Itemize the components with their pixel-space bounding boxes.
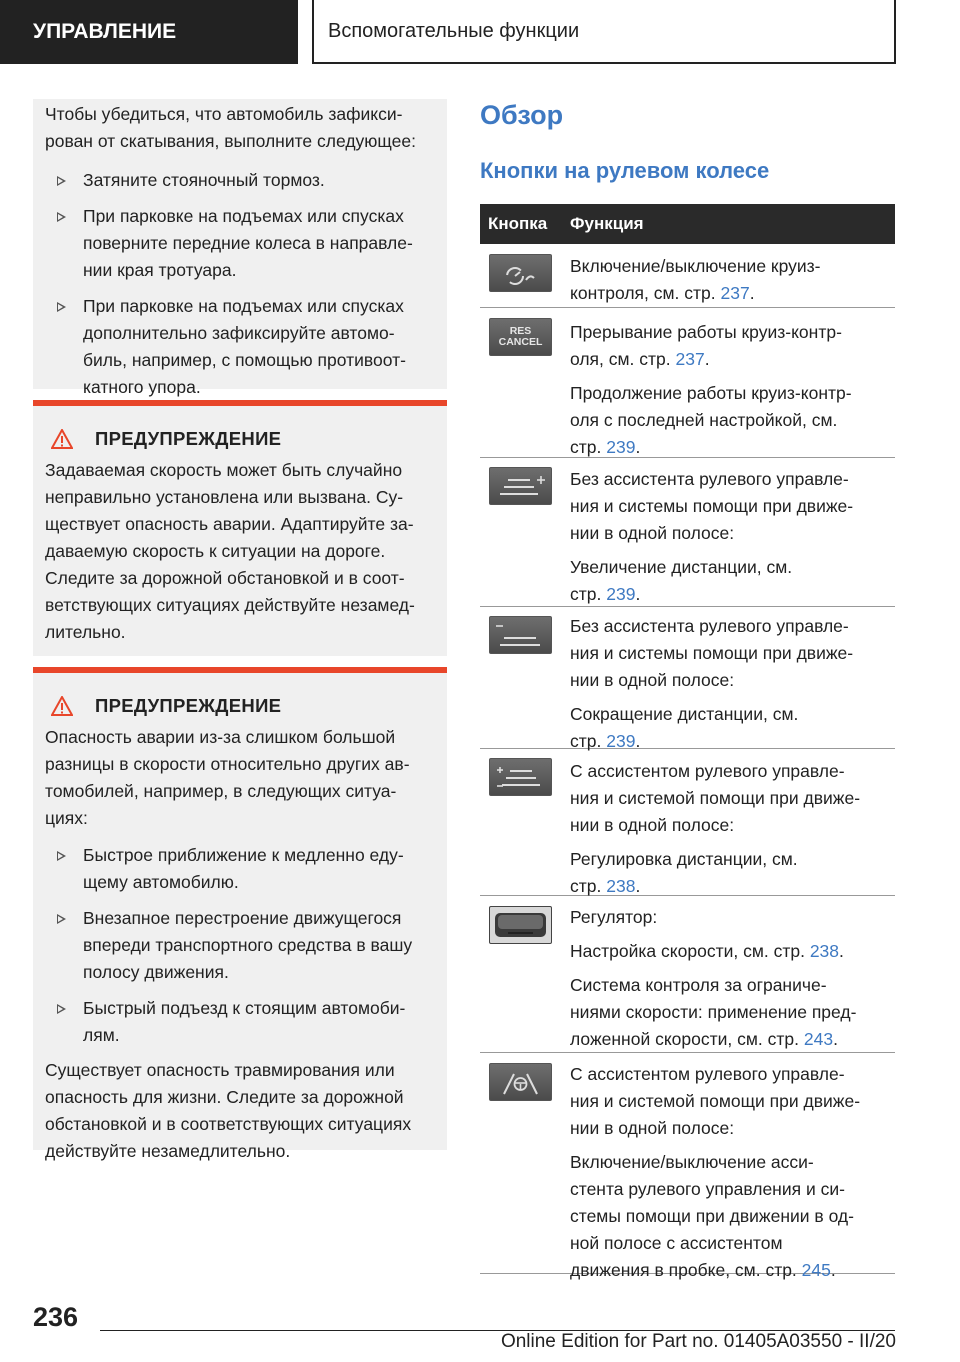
bullet-item	[45, 293, 435, 401]
warning-title: ПРЕДУПРЕЖДЕНИЕ	[95, 695, 282, 716]
table-row	[480, 244, 895, 308]
desc-line: нии в одной полосе:	[570, 670, 735, 690]
res-label: RES	[509, 325, 532, 337]
warning-line: томобилей, например, в следующих ситуа-	[45, 781, 397, 801]
steering-assist-icon	[489, 1063, 552, 1101]
page-link[interactable]: 237	[720, 283, 750, 303]
page-link[interactable]: 238	[809, 941, 840, 961]
desc-line: стр.	[570, 731, 607, 751]
desc-line: стр.	[570, 437, 607, 457]
warning-line: ществует опасность аварии. Адаптируйте за-	[45, 514, 414, 534]
section-title-overview: Обзор	[480, 100, 564, 130]
warning-line: неправильно установлена или вызвана. Су-	[45, 487, 404, 507]
warning-line: Задаваемая скорость может быть случайно	[45, 460, 403, 480]
bullet-line: Внезапное перестроение движущегося	[83, 908, 402, 928]
desc-line: стр.	[570, 876, 607, 896]
row-description	[570, 319, 890, 461]
parking-info-box	[33, 99, 447, 397]
desc-tail: .	[635, 437, 641, 457]
bullet-line: Быстрое приближение к медленно еду-	[83, 845, 404, 865]
desc-line: Регулятор:	[570, 907, 658, 927]
subsection-title: Кнопки на рулевом колесе	[480, 158, 770, 183]
desc-line: ниями скорости: применение пред-	[570, 1002, 857, 1022]
warning-line: опасность для жизни. Следите за дорожной	[45, 1087, 404, 1107]
distance-increase-icon	[489, 467, 552, 505]
warning-heading	[45, 428, 435, 450]
bullet-line: Затяните стояночный тормоз.	[83, 170, 325, 190]
bullet-triangle-icon	[57, 176, 66, 186]
desc-line: Включение/выключение круиз-	[570, 256, 821, 276]
desc-line: ния и системы помощи при движе-	[570, 643, 854, 663]
page-link[interactable]: 239	[606, 437, 636, 457]
bullet-line: полосу движения.	[83, 962, 229, 982]
page-link[interactable]: 237	[675, 349, 705, 369]
desc-line: движения в пробке, см. стр.	[570, 1260, 802, 1280]
row-description	[570, 904, 890, 1053]
warning-triangle-icon	[51, 696, 73, 716]
row-description	[570, 253, 890, 307]
table-row	[480, 748, 895, 896]
bullet-line: При парковке на подъемах или спусках	[83, 296, 404, 316]
warning-heading	[45, 695, 435, 717]
row-description	[570, 758, 890, 900]
bullet-item	[45, 167, 435, 194]
warning-line: действуйте незамедлительно.	[45, 1141, 291, 1161]
section-title: УПРАВЛЕНИЕ	[33, 20, 177, 43]
page-number: 236	[33, 1302, 79, 1332]
bullet-line: При парковке на подъемах или спусках	[83, 206, 404, 226]
bullet-item	[45, 905, 435, 986]
col-header-function: Функция	[570, 214, 644, 233]
desc-line: С ассистентом рулевого управле-	[570, 761, 845, 781]
desc-tail: .	[704, 349, 710, 369]
warning-line: обстановкой и в соответствующих ситуациях	[45, 1114, 412, 1134]
desc-line: Продолжение работы круиз-контр-	[570, 383, 852, 403]
page-link[interactable]: 238	[606, 876, 636, 896]
desc-line: ной полосе с ассистентом	[570, 1233, 783, 1253]
table-row	[480, 606, 895, 749]
page-link[interactable]: 239	[606, 584, 636, 604]
intro-line: рован от скатывания, выполните следующее:	[45, 131, 416, 151]
desc-line: Прерывание работы круиз-контр-	[570, 322, 842, 342]
desc-line: Без ассистента рулевого управле-	[570, 469, 849, 489]
desc-line: стр.	[570, 584, 607, 604]
bullet-line: поверните передние колеса в направле-	[83, 233, 413, 253]
desc-line: Сокращение дистанции, см.	[570, 704, 799, 724]
bullet-line: нии края тротуара.	[83, 260, 237, 280]
bullet-line: щему автомобилю.	[83, 872, 239, 892]
desc-tail: .	[749, 283, 755, 303]
bullet-line: дополнительно зафиксируйте автомо-	[83, 323, 395, 343]
warning-line: разницы в скорости относительно других ав-	[45, 754, 410, 774]
row-description	[570, 613, 890, 755]
desc-line: Настройка скорости, см. стр.	[570, 941, 810, 961]
bullet-triangle-icon	[57, 1004, 66, 1014]
cancel-label: CANCEL	[498, 336, 543, 348]
row-description	[570, 466, 890, 608]
distance-adjust-icon	[489, 758, 552, 796]
desc-line: нии в одной полосе:	[570, 1118, 735, 1138]
page-link[interactable]: 243	[803, 1029, 834, 1049]
table-row	[480, 457, 895, 607]
rocker-switch-icon	[489, 906, 552, 944]
table-row	[480, 1052, 895, 1280]
desc-line: ния и системой помощи при движе-	[570, 788, 861, 808]
bullet-triangle-icon	[57, 914, 66, 924]
desc-line: нии в одной полосе:	[570, 523, 735, 543]
desc-line: Включение/выключение асси-	[570, 1152, 814, 1172]
desc-line: Увеличение дистанции, см.	[570, 557, 793, 577]
bullet-line: Быстрый подъезд к стоящим автомоби-	[83, 998, 406, 1018]
intro-line: Чтобы убедиться, что автомобиль зафикси-	[45, 104, 403, 124]
footer-edition: Online Edition for Part no. 01405A03550 - II/20	[500, 1331, 896, 1352]
bullet-triangle-icon	[57, 851, 66, 861]
desc-line: оля, см. стр.	[570, 349, 676, 369]
col-header-button: Кнопка	[488, 214, 548, 233]
desc-line: стента рулевого управления и си-	[570, 1179, 845, 1199]
desc-line: Система контроля за ограниче-	[570, 975, 827, 995]
bullet-triangle-icon	[57, 302, 66, 312]
warning-box-1	[33, 400, 447, 656]
table-row	[480, 895, 895, 1053]
bullet-line: катного упора.	[83, 377, 201, 397]
bullet-item	[45, 842, 435, 896]
page-link[interactable]: 245	[801, 1260, 831, 1280]
desc-tail: .	[839, 941, 844, 961]
desc-line: Регулировка дистанции, см.	[570, 849, 798, 869]
chapter-title: Вспомогательные функции	[328, 19, 580, 42]
desc-line: стемы помощи при движении в од-	[570, 1206, 854, 1226]
desc-line: ния и системой помощи при движе-	[570, 1091, 861, 1111]
bullet-item	[45, 203, 435, 284]
desc-tail: .	[833, 1029, 838, 1049]
warning-triangle-icon	[51, 429, 73, 449]
desc-tail: .	[635, 876, 641, 896]
warning-title: ПРЕДУПРЕЖДЕНИЕ	[95, 428, 282, 449]
page-link[interactable]: 239	[606, 731, 636, 751]
desc-line: контроля, см. стр.	[570, 283, 721, 303]
warning-line: Существует опасность травмирования или	[45, 1060, 395, 1080]
bullet-item	[45, 995, 435, 1049]
section-tab	[0, 0, 298, 64]
table-header	[480, 204, 895, 244]
warning-box-2	[33, 667, 447, 1161]
warning-line: лительно.	[45, 622, 126, 642]
row-description	[570, 1061, 890, 1284]
table-row	[480, 307, 895, 458]
desc-line: Без ассистента рулевого управле-	[570, 616, 849, 636]
desc-tail: .	[830, 1260, 836, 1280]
warning-line: Следите за дорожной обстановкой и в соот-	[45, 568, 405, 588]
desc-line: нии в одной полосе:	[570, 815, 735, 835]
desc-line: С ассистентом рулевого управле-	[570, 1064, 845, 1084]
bullet-triangle-icon	[57, 212, 66, 222]
bullet-line: биль, например, с помощью противоот-	[83, 350, 406, 370]
chapter-header	[312, 0, 896, 64]
desc-line: ложенной скорости, см. стр.	[570, 1029, 804, 1049]
bullet-line: лям.	[83, 1025, 120, 1045]
res-cancel-icon	[489, 318, 552, 356]
cruise-onoff-icon	[489, 254, 552, 292]
desc-tail: .	[635, 731, 641, 751]
distance-decrease-icon	[489, 616, 552, 654]
desc-line: ния и системы помощи при движе-	[570, 496, 854, 516]
desc-tail: .	[635, 584, 641, 604]
warning-line: даваемую скорость к ситуации на дороге.	[45, 541, 386, 561]
warning-line: ветствующих ситуациях действуйте незамед-	[45, 595, 415, 615]
desc-line: оля с последней настройкой, см.	[570, 410, 838, 430]
warning-line: циях:	[45, 808, 88, 828]
bullet-line: впереди транспортного средства в вашу	[83, 935, 413, 955]
warning-line: Опасность аварии из-за слишком большой	[45, 727, 396, 747]
